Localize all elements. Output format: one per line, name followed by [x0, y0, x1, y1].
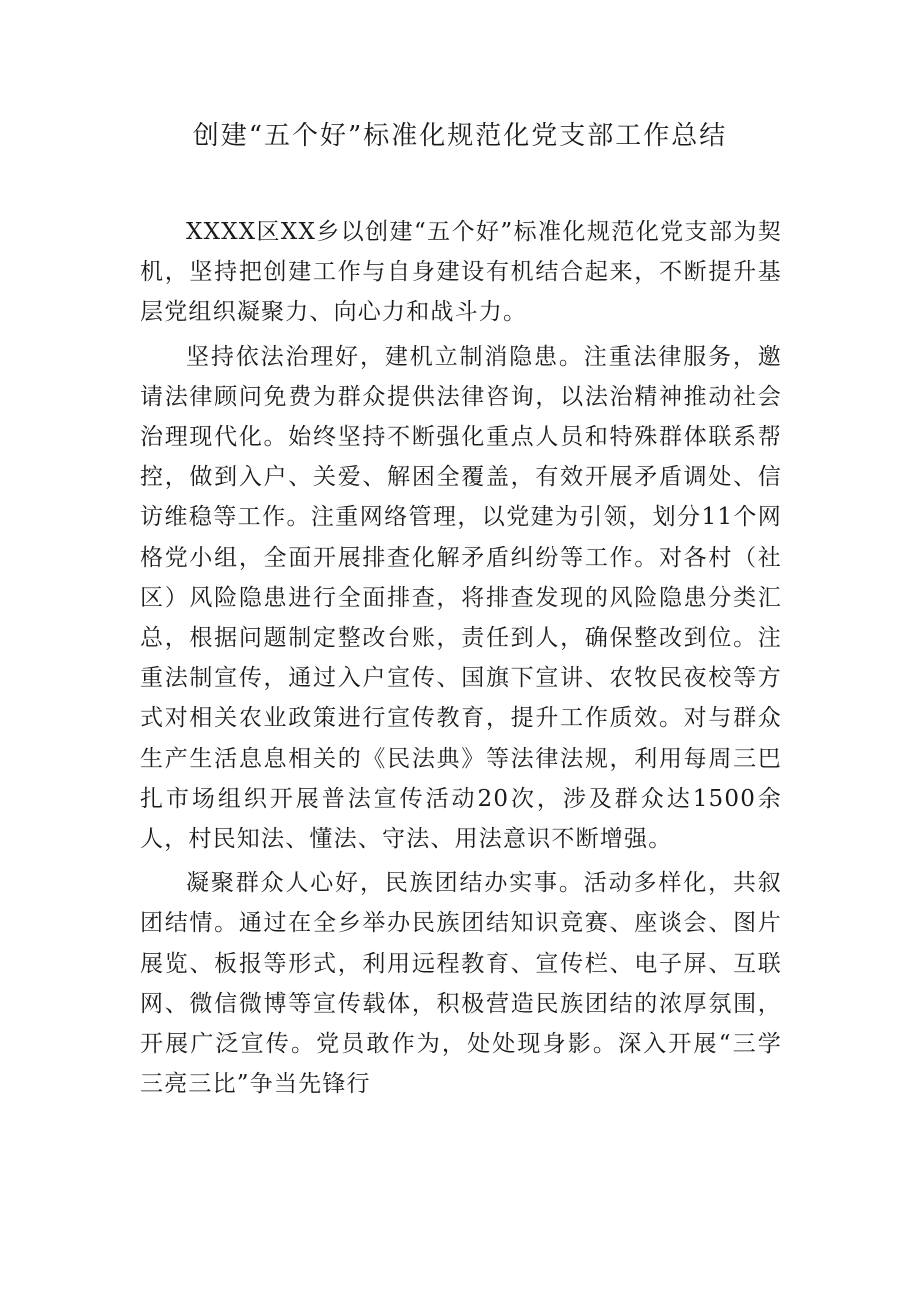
paragraph-intro: XXXX区XX乡以创建“五个好”标准化规范化党支部为契机，坚持把创建工作与自身建设有机结合起来，不断提升基层党组织凝聚力、向心力和战斗力。: [140, 219, 782, 326]
paragraph-legal-governance: 坚持依法治理好，建机立制消隐患。注重法律服务，邀请法律顾问免费为群众提供法律咨询，以法治精神推动社会治理现代化。始终坚持不断强化重点人员和特殊群体联系帮控，做到入户、关爱、解困全覆盖，有效开展矛盾调处、信访维稳等工作。注重网络管理，以党建为引领，划分11个网格党小组，全面开展排查化解矛盾纠纷等工作。对各村（社区）风险隐患进行全面排查，将排查发现的风险隐患分类汇总，根据问题制定整改台账，责任到人，确保整改到位。注重法制宣传，通过入户宣传、国旗下宣讲、农牧民夜校等方式对相关农业政策进行宣传教育，提升工作质效。对与群众生产生活息息相关的《民法典》等法律法规，利用每周三巴扎市场组织开展普法宣传活动20次，涉及群众达1500余人，村民知法、懂法、守法、用法意识不断增强。: [140, 343, 782, 853]
document-title: 创建“五个好”标准化规范化党支部工作总结: [192, 121, 728, 151]
document-body: [140, 212, 782, 1108]
paragraph-ethnic-unity: 凝聚群众人心好，民族团结办实事。活动多样化，共叙团结情。通过在全乡举办民族团结知识竞赛、座谈会、图片展览、板报等形式，利用远程教育、宣传栏、电子屏、互联网、微信微博等宣传载体，积极营造民族团结的浓厚氛围，开展广泛宣传。党员敢作为，处处现身影。深入开展“三学三亮三比”争当先锋行: [140, 870, 782, 1098]
